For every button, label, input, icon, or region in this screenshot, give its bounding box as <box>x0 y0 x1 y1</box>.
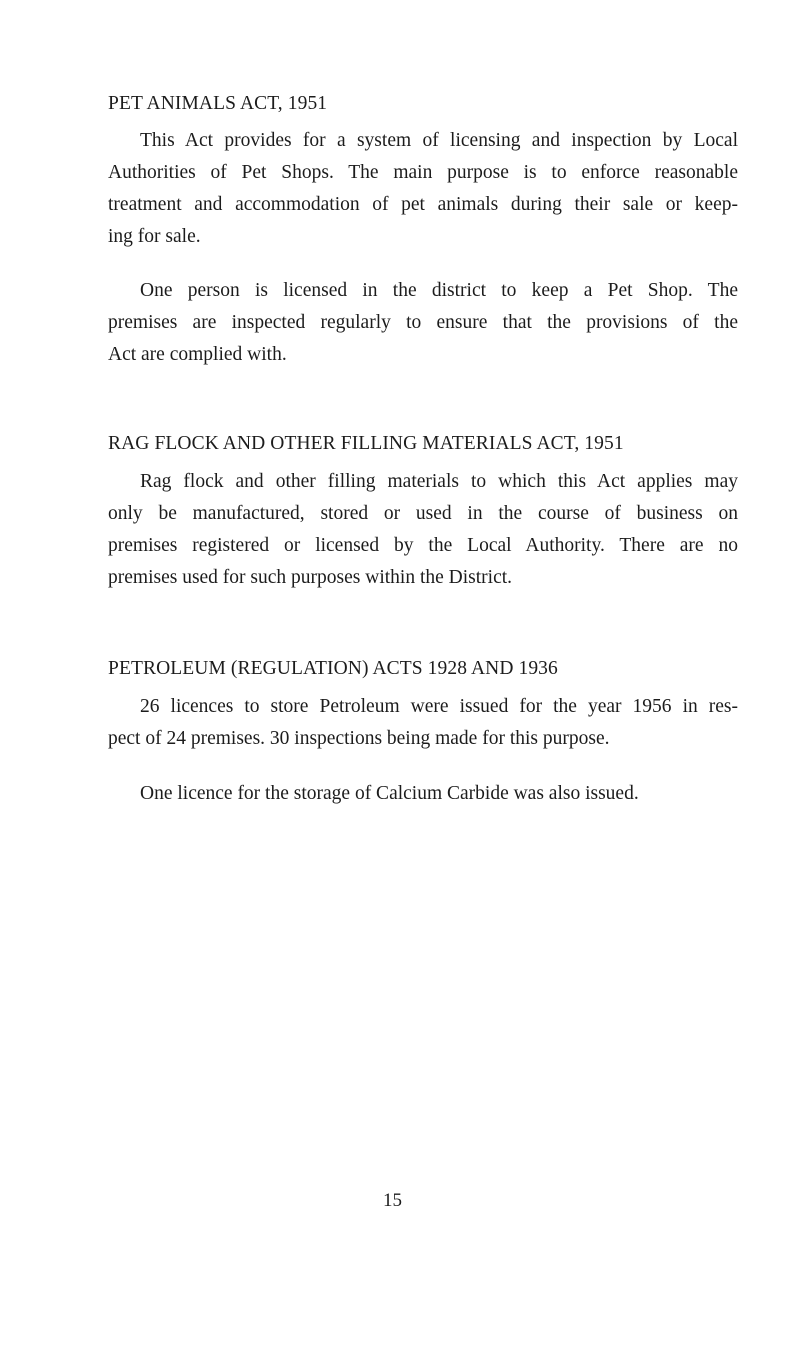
paragraph-line: Authorities of Pet Shops. The main purpose is to enforce reasonable <box>108 162 738 183</box>
paragraph-line: ing for sale. <box>108 226 201 247</box>
paragraph-line: pect of 24 premises. 30 inspections being made for this purpose. <box>108 728 610 749</box>
paragraph-line: One person is licensed in the district to keep a Pet Shop. The <box>140 280 738 301</box>
paragraph-line: premises used for such purposes within the District. <box>108 567 513 588</box>
paragraph-line: premises are inspected regularly to ensure that the provisions of the <box>108 312 738 333</box>
paragraph-line: Act are complied with. <box>108 344 287 365</box>
paragraph-line: Rag flock and other filling materials to which this Act applies may <box>140 471 738 492</box>
section-heading-pet-animals: PET ANIMALS ACT, 1951 <box>108 93 328 114</box>
paragraph-line: premises registered or licensed by the Local Authority. There are no <box>108 535 738 556</box>
section-heading-rag-flock: RAG FLOCK AND OTHER FILLING MATERIALS ACT, 1951 <box>108 433 624 454</box>
paragraph-line: 26 licences to store Petroleum were issued for the year 1956 in res- <box>140 696 738 717</box>
section-heading-petroleum: PETROLEUM (REGULATION) ACTS 1928 AND 1936 <box>108 658 558 679</box>
paragraph-line: One licence for the storage of Calcium Carbide was also issued. <box>140 783 639 804</box>
paragraph-line: This Act provides for a system of licensing and inspection by Local <box>140 130 738 151</box>
paragraph-line: only be manufactured, stored or used in the course of business on <box>108 503 738 524</box>
paragraph-line: treatment and accommodation of pet animals during their sale or keep- <box>108 194 738 215</box>
page-number: 15 <box>383 1190 402 1211</box>
